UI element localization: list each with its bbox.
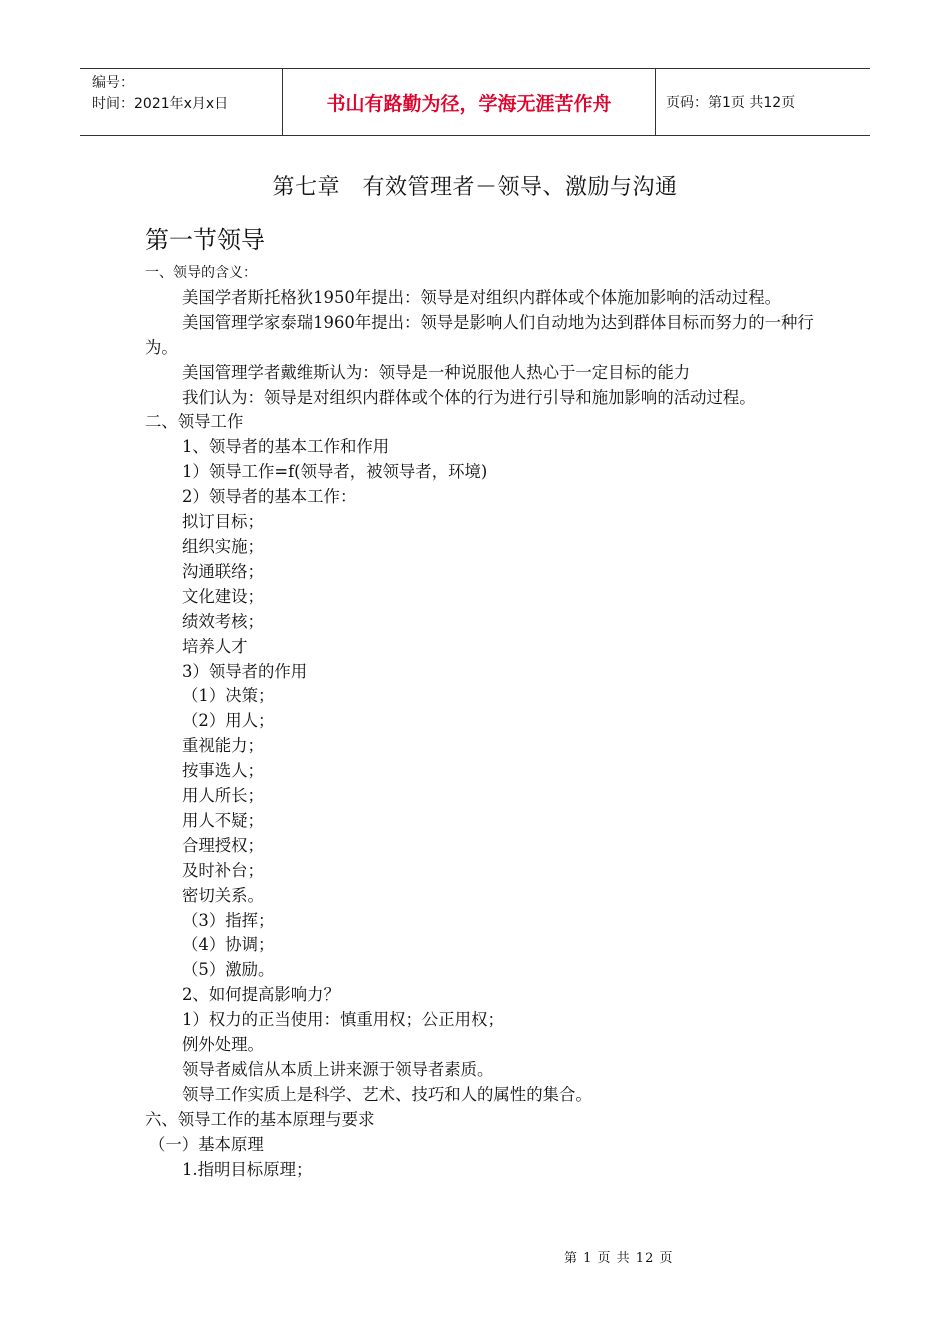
header-motto: 书山有路勤为径，学海无涯苦作舟 <box>282 69 656 135</box>
body-paragraph: 1）权力的正当使用：慎重用权；公正用权； <box>182 1010 504 1030</box>
body-paragraph: 领导工作实质上是科学、艺术、技巧和人的属性的集合。 <box>182 1084 592 1104</box>
body-paragraph: 一、领导的含义： <box>145 265 257 281</box>
body-paragraph: 我们认为：领导是对组织内群体或个体的行为进行引导和施加影响的活动过程。 <box>182 387 756 407</box>
body-paragraph: 例外处理。 <box>182 1035 264 1055</box>
document-title: 第七章 有效管理者－领导、激励与沟通 <box>272 175 678 200</box>
body-paragraph: 六、领导工作的基本原理与要求 <box>145 1109 375 1129</box>
body-paragraph: 按事选人； <box>182 761 264 781</box>
date-label: 时间：2021年x月x日 <box>92 96 229 112</box>
body-paragraph: 绩效考核； <box>182 611 264 631</box>
body-paragraph: 文化建设； <box>182 586 264 606</box>
body-paragraph: （3）指挥； <box>182 910 275 930</box>
body-paragraph: 合理授权； <box>182 835 264 855</box>
header-meta <box>80 69 282 135</box>
body-paragraph: 1）领导工作=f(领导者，被领导者，环境) <box>182 462 488 482</box>
body-paragraph: 美国管理学家泰瑞1960年提出：领导是影响人们自动地为达到群体目标而努力的一种行为。 <box>145 312 814 357</box>
header-page-info: 页码：第1页 共12页 <box>666 95 796 111</box>
body-paragraph: （一）基本原理 <box>149 1134 264 1154</box>
body-paragraph: 美国学者斯托格狄1950年提出：领导是对组织内群体或个体施加影响的活动过程。 <box>182 287 781 307</box>
body-paragraph: 密切关系。 <box>182 885 264 905</box>
body-paragraph: 美国管理学者戴维斯认为：领导是一种说服他人热心于一定目标的能力 <box>182 362 691 382</box>
body-paragraph: （2）用人； <box>182 711 275 731</box>
page-footer: 第 1 页 共 12 页 <box>564 1251 674 1266</box>
body-paragraph: 3）领导者的作用 <box>182 661 308 681</box>
body-paragraph: 领导者威信从本质上讲来源于领导者素质。 <box>182 1060 494 1079</box>
body-paragraph: 1.指明目标原理； <box>182 1159 313 1179</box>
document-body <box>145 261 815 1183</box>
body-paragraph: 用人不疑； <box>182 810 264 830</box>
number-label: 编号： <box>92 75 134 91</box>
body-paragraph: 用人所长； <box>182 786 264 806</box>
body-paragraph: （1）决策； <box>182 686 275 706</box>
body-paragraph: 拟订目标； <box>182 512 264 532</box>
body-paragraph: 2、如何提高影响力？ <box>182 985 340 1005</box>
body-paragraph: 组织实施； <box>182 536 264 556</box>
body-paragraph: 沟通联络； <box>182 561 264 581</box>
body-paragraph: 2）领导者的基本工作： <box>182 487 357 507</box>
body-paragraph: 重视能力； <box>182 736 264 756</box>
body-paragraph: （4）协调； <box>182 935 275 955</box>
body-paragraph: 二、领导工作 <box>145 412 244 432</box>
section-title: 第一节领导 <box>145 226 265 254</box>
body-paragraph: 培养人才 <box>182 636 248 656</box>
body-paragraph: 1、领导者的基本工作和作用 <box>182 437 390 457</box>
body-paragraph: （5）激励。 <box>182 960 275 980</box>
body-paragraph: 及时补台； <box>182 860 264 880</box>
page-header <box>80 68 870 136</box>
